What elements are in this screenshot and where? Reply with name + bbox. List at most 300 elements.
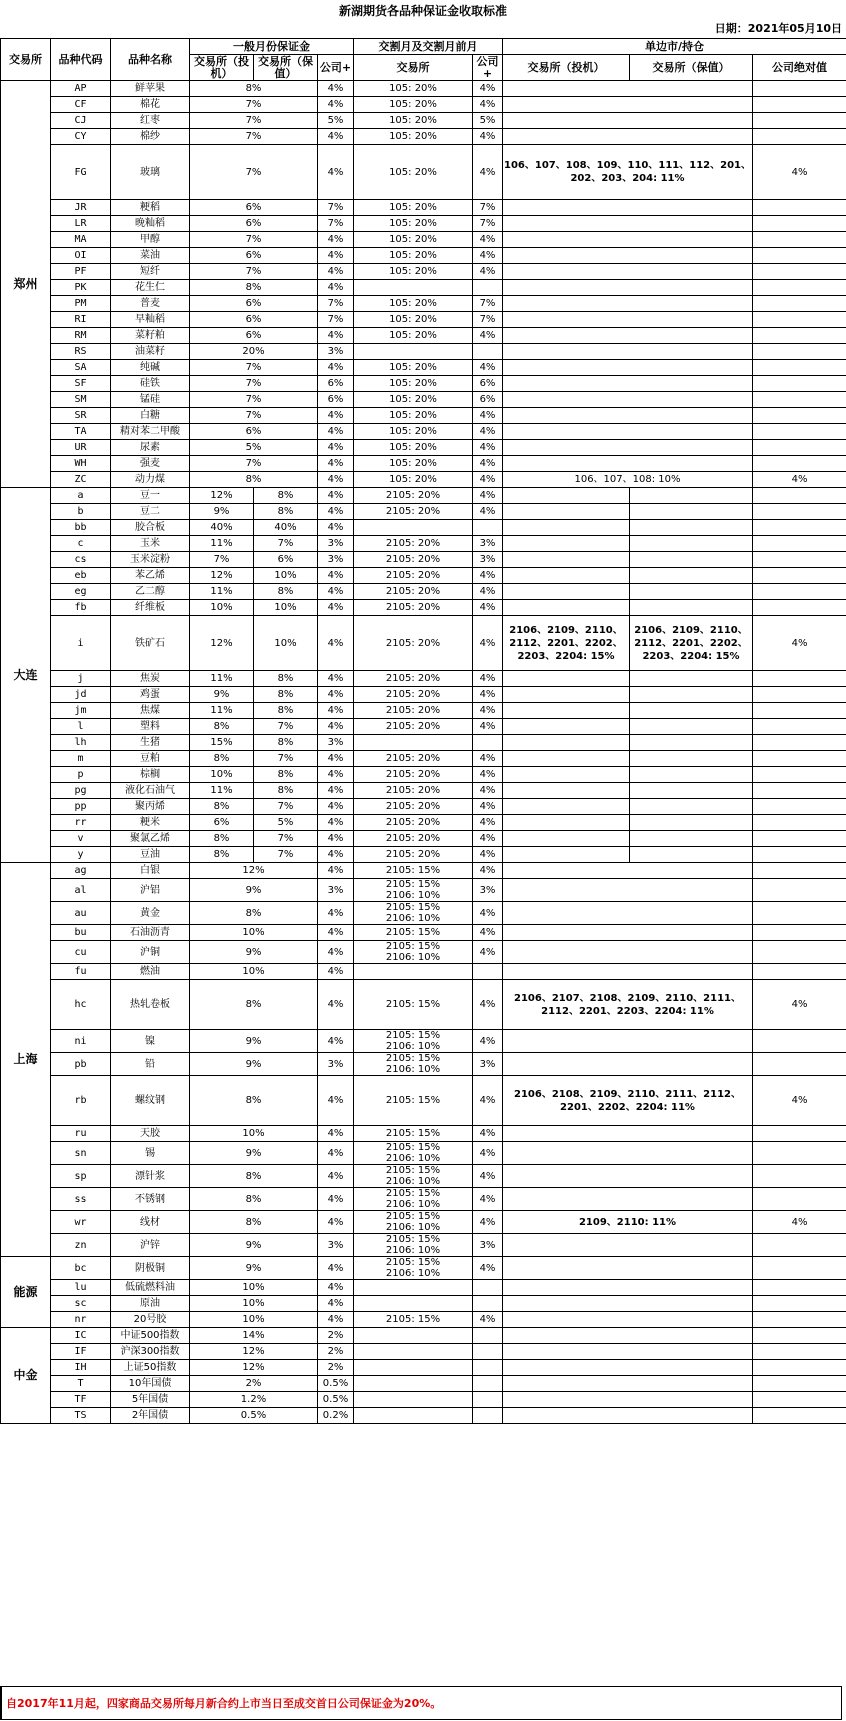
table-row [1,129,846,145]
margin-cell: 7% [190,456,318,472]
unilateral-cell [503,200,753,216]
unilateral-company-cell [753,1126,846,1142]
table-row [1,264,846,280]
unilateral-hedge-cell [630,520,753,536]
unilateral-spec-cell [503,671,630,687]
delivery-company-cell: 4% [473,767,503,783]
delivery-company-cell: 4% [473,600,503,616]
unilateral-company-cell: 4% [753,616,846,671]
delivery-value: 105: 20% [389,266,437,277]
table-row [1,980,846,1030]
unilateral-spec-cell [503,831,630,847]
delivery-company-cell: 4% [473,687,503,703]
delivery-company-cell: 4% [473,1211,503,1234]
delivery-value: 2105: 20% [385,817,441,828]
unilateral-hedge-cell [630,799,753,815]
margin-cell: 8% [190,81,318,97]
margin-cell: 6% [190,248,318,264]
delivery-company-cell: 4% [473,671,503,687]
unilateral-cell [503,1257,753,1280]
margin-cell: 6% [190,296,318,312]
unilateral-company-cell [753,1376,846,1392]
delivery-cell [354,1408,473,1424]
delivery-value: 2105: 20% [385,506,441,517]
code-cell: bc [51,1257,111,1280]
unilateral-company-cell [753,488,846,504]
unilateral-company-cell [753,767,846,783]
company-plus-cell: 4% [318,783,354,799]
code-cell: SA [51,360,111,376]
company-plus-cell: 0.5% [318,1392,354,1408]
unilateral-hedge-cell [630,671,753,687]
table-row [1,456,846,472]
hedge-margin-cell: 7% [254,751,318,767]
unilateral-company-cell [753,97,846,113]
code-cell: RM [51,328,111,344]
name-cell: 5年国债 [111,1392,190,1408]
delivery-value-2: 2106: 10% [385,1041,441,1052]
unilateral-hedge-cell [630,488,753,504]
delivery-cell [354,902,473,925]
name-cell: 天胶 [111,1126,190,1142]
unilateral-company-cell [753,815,846,831]
code-cell: ag [51,863,111,879]
delivery-value: 2105: 15% [385,865,441,876]
code-cell: lh [51,735,111,751]
company-plus-cell: 7% [318,200,354,216]
delivery-company-cell: 4% [473,980,503,1030]
name-cell: 红枣 [111,113,190,129]
margin-cell: 7% [190,264,318,280]
table-row [1,1030,846,1053]
company-plus-cell: 4% [318,1165,354,1188]
hedge-margin-cell: 10% [254,616,318,671]
unilateral-company-cell [753,248,846,264]
delivery-cell [354,703,473,719]
unilateral-company-cell [753,1257,846,1280]
delivery-cell [354,129,473,145]
unilateral-hedge-cell [630,703,753,719]
delivery-value: 105: 20% [389,426,437,437]
hedge-margin-cell: 8% [254,687,318,703]
unilateral-company-cell [753,1328,846,1344]
hedge-margin-cell: 7% [254,831,318,847]
table-row [1,687,846,703]
delivery-company-cell: 4% [473,902,503,925]
delivery-company-cell: 7% [473,200,503,216]
company-plus-cell: 4% [318,751,354,767]
unilateral-hedge-cell [630,719,753,735]
delivery-value: 2105: 20% [385,753,441,764]
company-plus-cell: 4% [318,504,354,520]
spec-margin-cell: 12% [190,616,254,671]
spec-margin-cell: 11% [190,783,254,799]
delivery-cell [354,456,473,472]
margin-cell: 8% [190,902,318,925]
margin-cell: 6% [190,200,318,216]
delivery-value: 2105: 15% [385,1128,441,1139]
delivery-value: 105: 20% [389,394,437,405]
delivery-value: 2105: 20% [385,490,441,501]
delivery-company-cell: 4% [473,1030,503,1053]
delivery-cell [354,879,473,902]
table-row [1,520,846,536]
delivery-cell [354,1076,473,1126]
delivery-value: 105: 20% [389,458,437,469]
company-plus-cell: 4% [318,280,354,296]
delivery-value: 2105: 20% [385,833,441,844]
name-cell: 原油 [111,1296,190,1312]
code-cell: PM [51,296,111,312]
company-plus-cell: 4% [318,1076,354,1126]
table-row [1,600,846,616]
code-cell: p [51,767,111,783]
name-cell: 聚氯乙烯 [111,831,190,847]
company-plus-cell: 3% [318,344,354,360]
delivery-company-cell: 4% [473,783,503,799]
delivery-company-cell: 4% [473,408,503,424]
margin-cell: 9% [190,1142,318,1165]
name-cell: 豆一 [111,488,190,504]
table-row [1,847,846,863]
name-cell: 漂针浆 [111,1165,190,1188]
code-cell: wr [51,1211,111,1234]
spec-margin-cell: 10% [190,767,254,783]
name-cell: 石油沥青 [111,925,190,941]
unilateral-company-cell [753,925,846,941]
table-row [1,616,846,671]
margin-cell: 7% [190,360,318,376]
unilateral-company-cell [753,360,846,376]
unilateral-cell [503,344,753,360]
delivery-value: 2105: 20% [385,769,441,780]
delivery-value: 2105: 20% [385,554,441,565]
delivery-value: 2105: 15% [385,1142,441,1153]
delivery-value: 2105: 20% [385,721,441,732]
delivery-value: 2105: 20% [385,801,441,812]
unilateral-hedge-cell [630,552,753,568]
table-row [1,964,846,980]
code-cell: TA [51,424,111,440]
unilateral-spec-cell [503,735,630,751]
code-cell: UR [51,440,111,456]
spec-margin-cell: 7% [190,552,254,568]
company-plus-cell: 4% [318,1142,354,1165]
unilateral-cell [503,863,753,879]
name-cell: 棉纱 [111,129,190,145]
name-cell: 豆油 [111,847,190,863]
name-cell: 强麦 [111,456,190,472]
table-row [1,925,846,941]
unilateral-hedge-cell [630,536,753,552]
name-cell: 菜籽粕 [111,328,190,344]
code-cell: eg [51,584,111,600]
delivery-cell [354,520,473,536]
table-row [1,703,846,719]
table-row [1,145,846,200]
company-plus-cell: 4% [318,847,354,863]
delivery-company-cell: 4% [473,1076,503,1126]
name-cell: 焦煤 [111,703,190,719]
unilateral-company-cell [753,671,846,687]
delivery-cell [354,424,473,440]
unilateral-company-cell [753,879,846,902]
delivery-company-cell: 3% [473,536,503,552]
company-plus-cell: 4% [318,472,354,488]
code-cell: pg [51,783,111,799]
unilateral-company-cell [753,376,846,392]
delivery-cell [354,1344,473,1360]
company-plus-cell: 4% [318,248,354,264]
company-plus-cell: 4% [318,520,354,536]
unilateral-company-cell [753,799,846,815]
table-row [1,815,846,831]
delivery-cell [354,248,473,264]
delivery-value-2: 2106: 10% [385,1268,441,1279]
header-general-hedge: 交易所（保值） [254,55,318,81]
delivery-value: 2105: 15% [385,1030,441,1041]
spec-margin-cell: 11% [190,536,254,552]
spec-margin-cell: 40% [190,520,254,536]
unilateral-company-cell [753,783,846,799]
unilateral-hedge-cell [630,600,753,616]
unilateral-cell [503,1280,753,1296]
company-plus-cell: 4% [318,815,354,831]
header-code: 品种代码 [51,39,111,81]
name-cell: 铁矿石 [111,616,190,671]
delivery-cell [354,232,473,248]
delivery-cell [354,767,473,783]
delivery-value: 2105: 20% [385,785,441,796]
delivery-value-2: 2106: 10% [385,890,441,901]
company-plus-cell: 4% [318,831,354,847]
margin-cell: 8% [190,1165,318,1188]
table-row [1,751,846,767]
header-general-month: 一般月份保证金 [190,39,354,55]
spec-margin-cell: 9% [190,687,254,703]
delivery-value: 2105: 20% [385,570,441,581]
unilateral-company-cell [753,719,846,735]
delivery-cell [354,1376,473,1392]
unilateral-cell [503,392,753,408]
table-row [1,113,846,129]
code-cell: pb [51,1053,111,1076]
delivery-company-cell: 4% [473,568,503,584]
header-delivery-exchange: 交易所 [354,55,473,81]
company-plus-cell: 4% [318,964,354,980]
unilateral-company-cell [753,847,846,863]
code-cell: SR [51,408,111,424]
delivery-cell [354,735,473,751]
header-name: 品种名称 [111,39,190,81]
delivery-company-cell [473,1360,503,1376]
table-row [1,248,846,264]
margin-cell: 9% [190,879,318,902]
delivery-value: 2105: 20% [385,538,441,549]
delivery-value: 105: 20% [389,83,437,94]
table-row [1,735,846,751]
unilateral-company-cell [753,687,846,703]
name-cell: 早籼稻 [111,312,190,328]
margin-cell: 7% [190,113,318,129]
name-cell: 10年国债 [111,1376,190,1392]
unilateral-company-cell [753,703,846,719]
delivery-company-cell: 6% [473,376,503,392]
margin-cell: 7% [190,392,318,408]
table-row [1,408,846,424]
delivery-company-cell [473,520,503,536]
delivery-cell [354,1257,473,1280]
table-row [1,232,846,248]
unilateral-company-cell [753,1053,846,1076]
unilateral-cell: 106、107、108、109、110、111、112、201、202、203、204: 11% [503,145,753,200]
delivery-company-cell: 4% [473,145,503,200]
code-cell: j [51,671,111,687]
unilateral-cell [503,296,753,312]
margin-cell: 2% [190,1376,318,1392]
delivery-cell [354,552,473,568]
name-cell: 不锈钢 [111,1188,190,1211]
company-plus-cell: 4% [318,1030,354,1053]
delivery-company-cell: 4% [473,831,503,847]
delivery-value-2: 2106: 10% [385,1245,441,1256]
unilateral-cell [503,376,753,392]
delivery-value: 105: 20% [389,234,437,245]
table-row [1,1126,846,1142]
margin-cell: 9% [190,1030,318,1053]
margin-cell: 10% [190,1126,318,1142]
name-cell: 上证50指数 [111,1360,190,1376]
company-plus-cell: 4% [318,799,354,815]
header-general-company: 公司+ [318,55,354,81]
code-cell: SF [51,376,111,392]
delivery-value: 105: 20% [389,298,437,309]
unilateral-cell [503,97,753,113]
delivery-company-cell: 4% [473,941,503,964]
company-plus-cell: 4% [318,902,354,925]
code-cell: au [51,902,111,925]
unilateral-spec-cell [503,568,630,584]
unilateral-cell [503,129,753,145]
unilateral-hedge-cell: 2106、2109、2110、2112、2201、2202、2203、2204: 15% [630,616,753,671]
unilateral-company-cell [753,264,846,280]
margin-cell: 10% [190,925,318,941]
company-plus-cell: 4% [318,767,354,783]
unilateral-cell: 106、107、108: 10% [503,472,753,488]
code-cell: AP [51,81,111,97]
company-plus-cell: 4% [318,719,354,735]
unilateral-company-cell [753,392,846,408]
delivery-company-cell: 4% [473,424,503,440]
company-plus-cell: 3% [318,1234,354,1257]
margin-cell: 10% [190,1280,318,1296]
name-cell: 锡 [111,1142,190,1165]
unilateral-company-cell [753,902,846,925]
unilateral-company-cell [753,232,846,248]
margin-cell: 8% [190,1211,318,1234]
margin-cell: 6% [190,328,318,344]
delivery-value: 105: 20% [389,218,437,229]
name-cell: 白糖 [111,408,190,424]
delivery-cell [354,81,473,97]
company-plus-cell: 4% [318,863,354,879]
name-cell: 锰硅 [111,392,190,408]
code-cell: OI [51,248,111,264]
name-cell: 纤维板 [111,600,190,616]
company-plus-cell: 4% [318,980,354,1030]
delivery-company-cell [473,735,503,751]
hedge-margin-cell: 7% [254,847,318,863]
margin-cell: 14% [190,1328,318,1344]
delivery-cell [354,1211,473,1234]
delivery-cell [354,941,473,964]
delivery-cell [354,536,473,552]
delivery-cell [354,1188,473,1211]
code-cell: CY [51,129,111,145]
unilateral-company-cell [753,113,846,129]
unilateral-company-cell [753,1142,846,1165]
company-plus-cell: 4% [318,81,354,97]
code-cell: jm [51,703,111,719]
delivery-value: 2105: 20% [385,586,441,597]
delivery-company-cell: 4% [473,1188,503,1211]
delivery-cell [354,145,473,200]
delivery-company-cell: 4% [473,1142,503,1165]
margin-cell: 8% [190,980,318,1030]
unilateral-cell [503,1053,753,1076]
delivery-cell [354,1360,473,1376]
delivery-company-cell [473,1408,503,1424]
hedge-margin-cell: 6% [254,552,318,568]
delivery-company-cell: 4% [473,1126,503,1142]
table-row [1,392,846,408]
table-row [1,1360,846,1376]
company-plus-cell: 4% [318,616,354,671]
name-cell: 沪铜 [111,941,190,964]
code-cell: l [51,719,111,735]
unilateral-cell: 2109、2110: 11% [503,1211,753,1234]
company-plus-cell: 4% [318,440,354,456]
company-plus-cell: 4% [318,1211,354,1234]
delivery-cell [354,1296,473,1312]
name-cell: 鸡蛋 [111,687,190,703]
delivery-value: 2105: 15% [385,1165,441,1176]
unilateral-company-cell [753,1188,846,1211]
margin-cell: 9% [190,1257,318,1280]
exchange-cell: 郑州 [1,81,51,488]
delivery-cell [354,344,473,360]
code-cell: sn [51,1142,111,1165]
delivery-cell [354,296,473,312]
margin-cell: 10% [190,1296,318,1312]
delivery-value-2: 2106: 10% [385,1064,441,1075]
delivery-company-cell: 4% [473,81,503,97]
company-plus-cell: 6% [318,392,354,408]
table-row [1,312,846,328]
hedge-margin-cell: 8% [254,671,318,687]
table-row [1,941,846,964]
hedge-margin-cell: 8% [254,504,318,520]
delivery-company-cell [473,344,503,360]
code-cell: jd [51,687,111,703]
name-cell: 粳稻 [111,200,190,216]
company-plus-cell: 4% [318,145,354,200]
spec-margin-cell: 9% [190,504,254,520]
unilateral-cell [503,216,753,232]
code-cell: IF [51,1344,111,1360]
company-plus-cell: 4% [318,584,354,600]
unilateral-cell [503,328,753,344]
